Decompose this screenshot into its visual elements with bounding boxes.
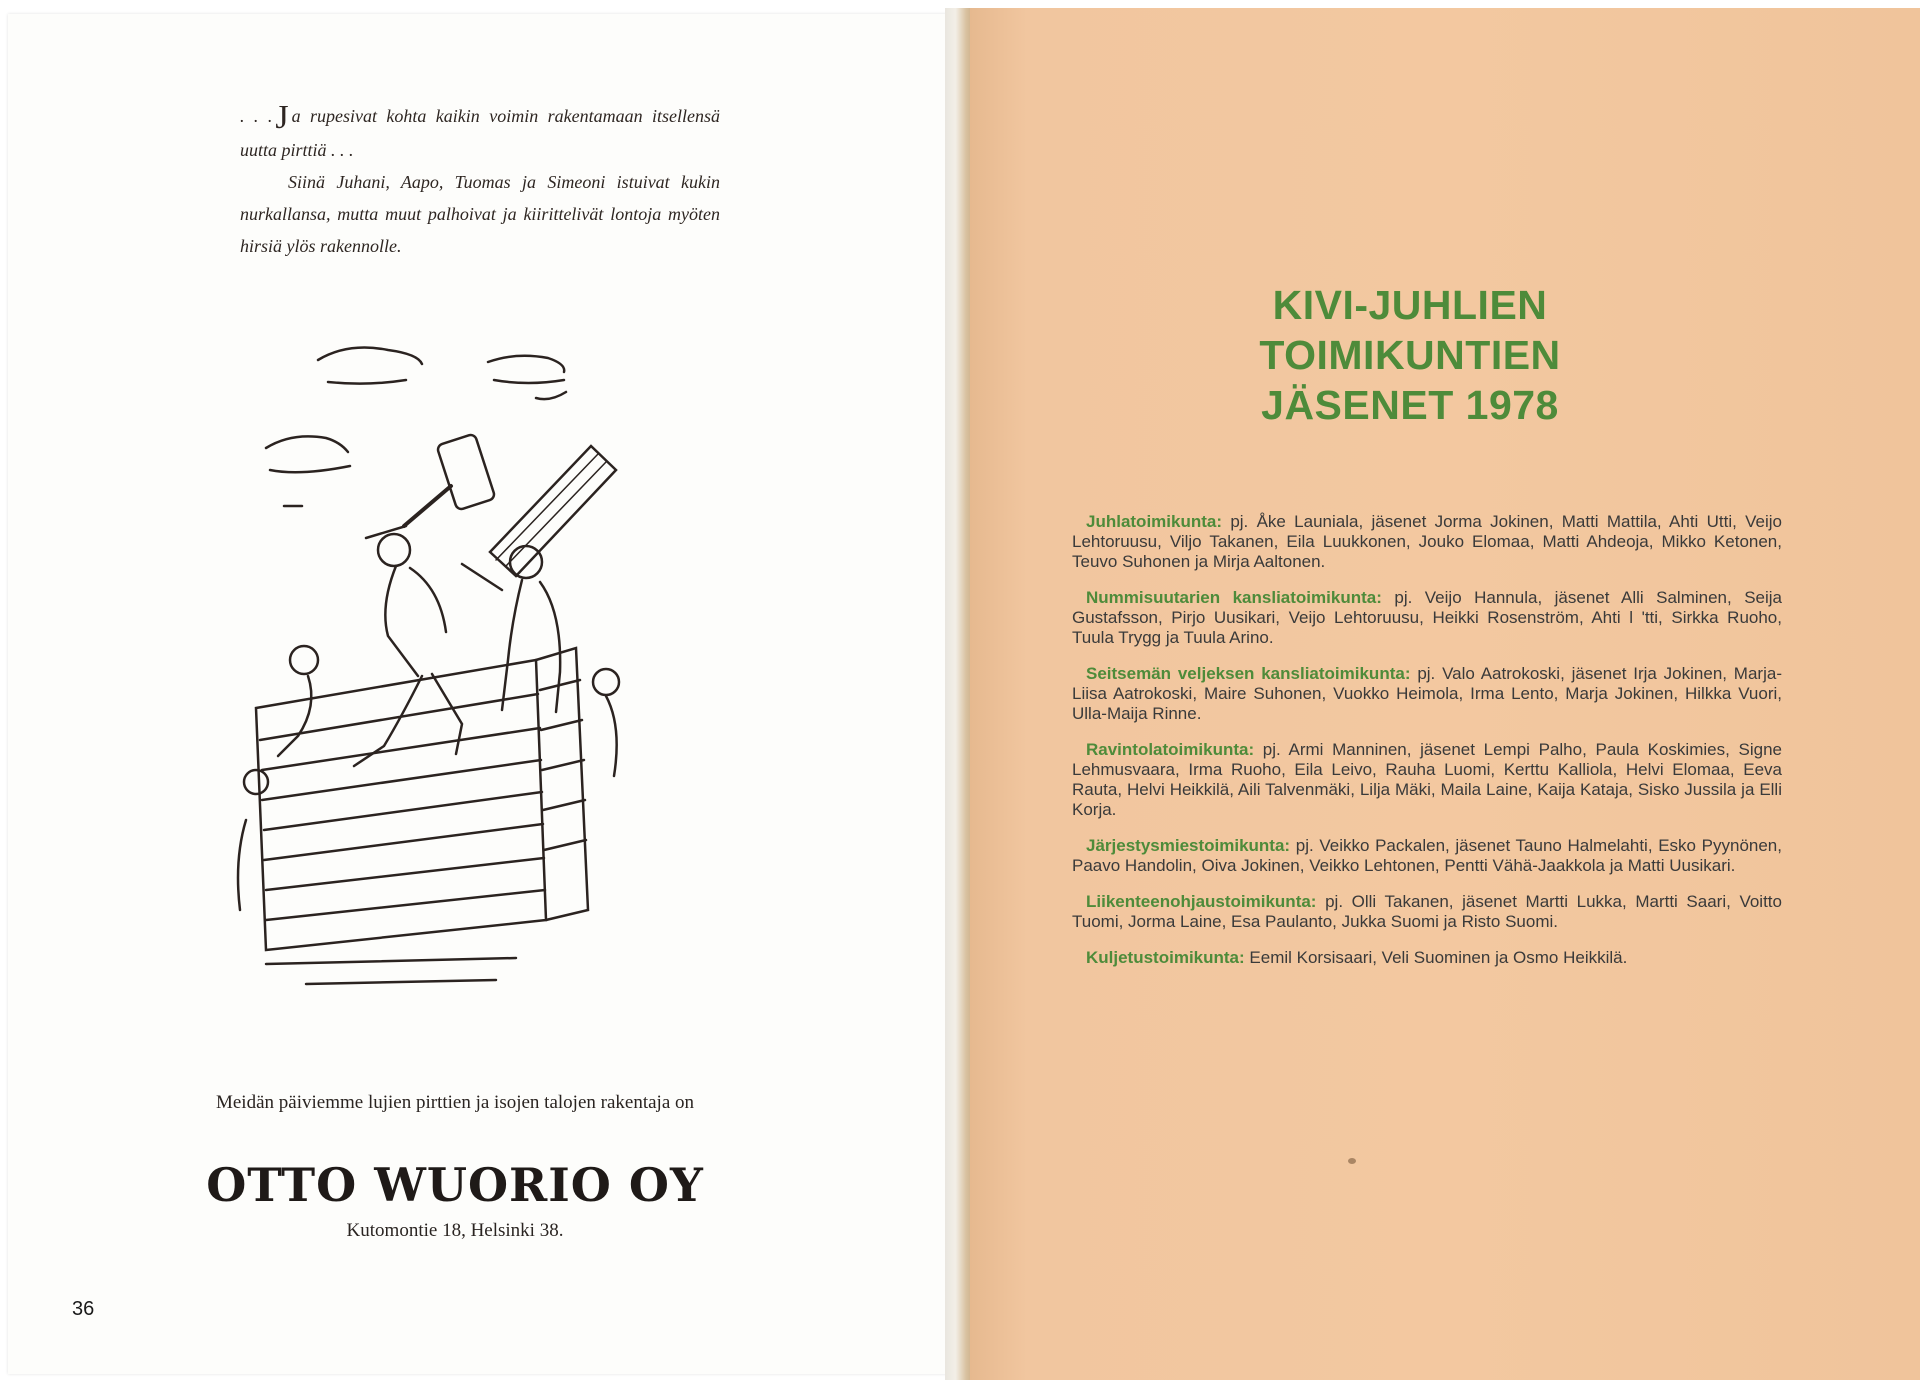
heading-line: TOIMIKUNTIEN — [1259, 332, 1561, 378]
page-number: 36 — [72, 1298, 95, 1320]
committee-members: pj. Åke Launiala, jäsenet Jorma Jokinen, Matti Mattila, Ahti Utti, Veijo Lehtoruusu, Viljo Takanen, Eila Luukkonen, Jouko Elomaa, Matti Ahdeoja, Mikko Ketonen, Teuvo Suhonen ja Mirja Aaltonen. — [1072, 512, 1782, 571]
company-name: OTTO WUORIO OY — [206, 1158, 704, 1212]
quote-text-2: Siinä Juhani, Aapo, Tuomas ja Simeoni istuivat kukin nurkallansa, mutta muut palhoivat ja kiirittelivät lontoja myöten hirsiä ylös rakennolle. — [240, 172, 720, 256]
quote-dropcap: J — [275, 99, 289, 136]
committee-entry — [1072, 948, 1782, 968]
committee-members: pj. Valo Aatrokoski, jäsenet Irja Jokinen, Marja-Liisa Aatrokoski, Maire Suhonen, Vuokko Heimola, Irma Lento, Marja Jokinen, Hilkka Vuori, Ulla-Maija Rinne. — [1072, 664, 1782, 723]
heading-line: KIVI-JUHLIEN — [1272, 282, 1548, 328]
committee-entry — [1072, 588, 1782, 648]
committee-name: Järjestysmiestoimikunta: — [1086, 836, 1291, 855]
committee-members: pj. Veikko Packalen, jäsenet Tauno Halmelahti, Esko Pyynönen, Paavo Handolin, Oiva Jokinen, Veikko Lehtonen, Pentti Vähä-Jaakkola ja Matti Uusikari. — [1072, 836, 1782, 875]
advertisement-text: Meidän päiviemme lujien pirttien ja isojen talojen rakentaja on — [215, 1092, 694, 1113]
committee-entry — [1072, 664, 1782, 724]
committee-name: Liikenteenohjaustoimikunta: — [1086, 892, 1317, 911]
committee-entry — [1072, 512, 1782, 572]
committee-entry — [1072, 892, 1782, 932]
committee-members: pj. Olli Takanen, jäsenet Martti Lukka, Martti Saari, Voitto Tuomi, Jorma Laine, Esa Paulanto, Jukka Suomi ja Risto Suomi. — [1072, 892, 1782, 931]
quote-text-1: a rupesivat kohta kaikin voimin rakentamaan itsellensä uutta pirttiä . . . — [240, 106, 721, 160]
committee-name: Juhlatoimikunta: — [1086, 512, 1223, 531]
committee-name: Kuljetustoimikunta: — [1086, 948, 1245, 967]
committee-name: Nummisuutarien kansliatoimikunta: — [1086, 588, 1382, 607]
committee-entry — [1072, 836, 1782, 876]
log-cabin-building-illustration — [196, 330, 716, 990]
kivi-quote — [240, 100, 720, 262]
paper-speck — [1348, 1158, 1356, 1164]
company-address: Kutomontie 18, Helsinki 38. — [346, 1220, 564, 1241]
committee-list — [1072, 512, 1782, 984]
committee-name: Seitsemän veljeksen kansliatoimikunta: — [1086, 664, 1411, 683]
quote-ellipsis: . . . — [240, 106, 273, 126]
page-heading — [1150, 280, 1670, 430]
committee-members: pj. Veijo Hannula, jäsenet Alli Salminen, Seija Gustafsson, Pirjo Uusikari, Veijo Lehtoruusu, Heikki Rosenström, Ahti l 'tti, Sirkka Ruoho, Tuula Trygg ja Tuula Arino. — [1072, 588, 1783, 647]
committee-members: Eemil Korsisaari, Veli Suominen ja Osmo Heikkilä. — [1249, 948, 1628, 967]
committee-name: Ravintolatoimikunta: — [1086, 740, 1255, 759]
committee-members: pj. Armi Manninen, jäsenet Lempi Palho, Paula Koskimies, Signe Lehmusvaara, Irma Ruoho, Eila Leivo, Rauha Luomi, Kerttu Kalliola, Helvi Elomaa, Eeva Rauta, Helvi Heikkilä, Aili Talvenmäki, Lilja Mäki, Maila Laine, Kaija Kataja, Sisko Jussila ja Elli Korja. — [1072, 740, 1782, 819]
heading-line: JÄSENET 1978 — [1261, 382, 1559, 428]
committee-entry — [1072, 740, 1782, 820]
